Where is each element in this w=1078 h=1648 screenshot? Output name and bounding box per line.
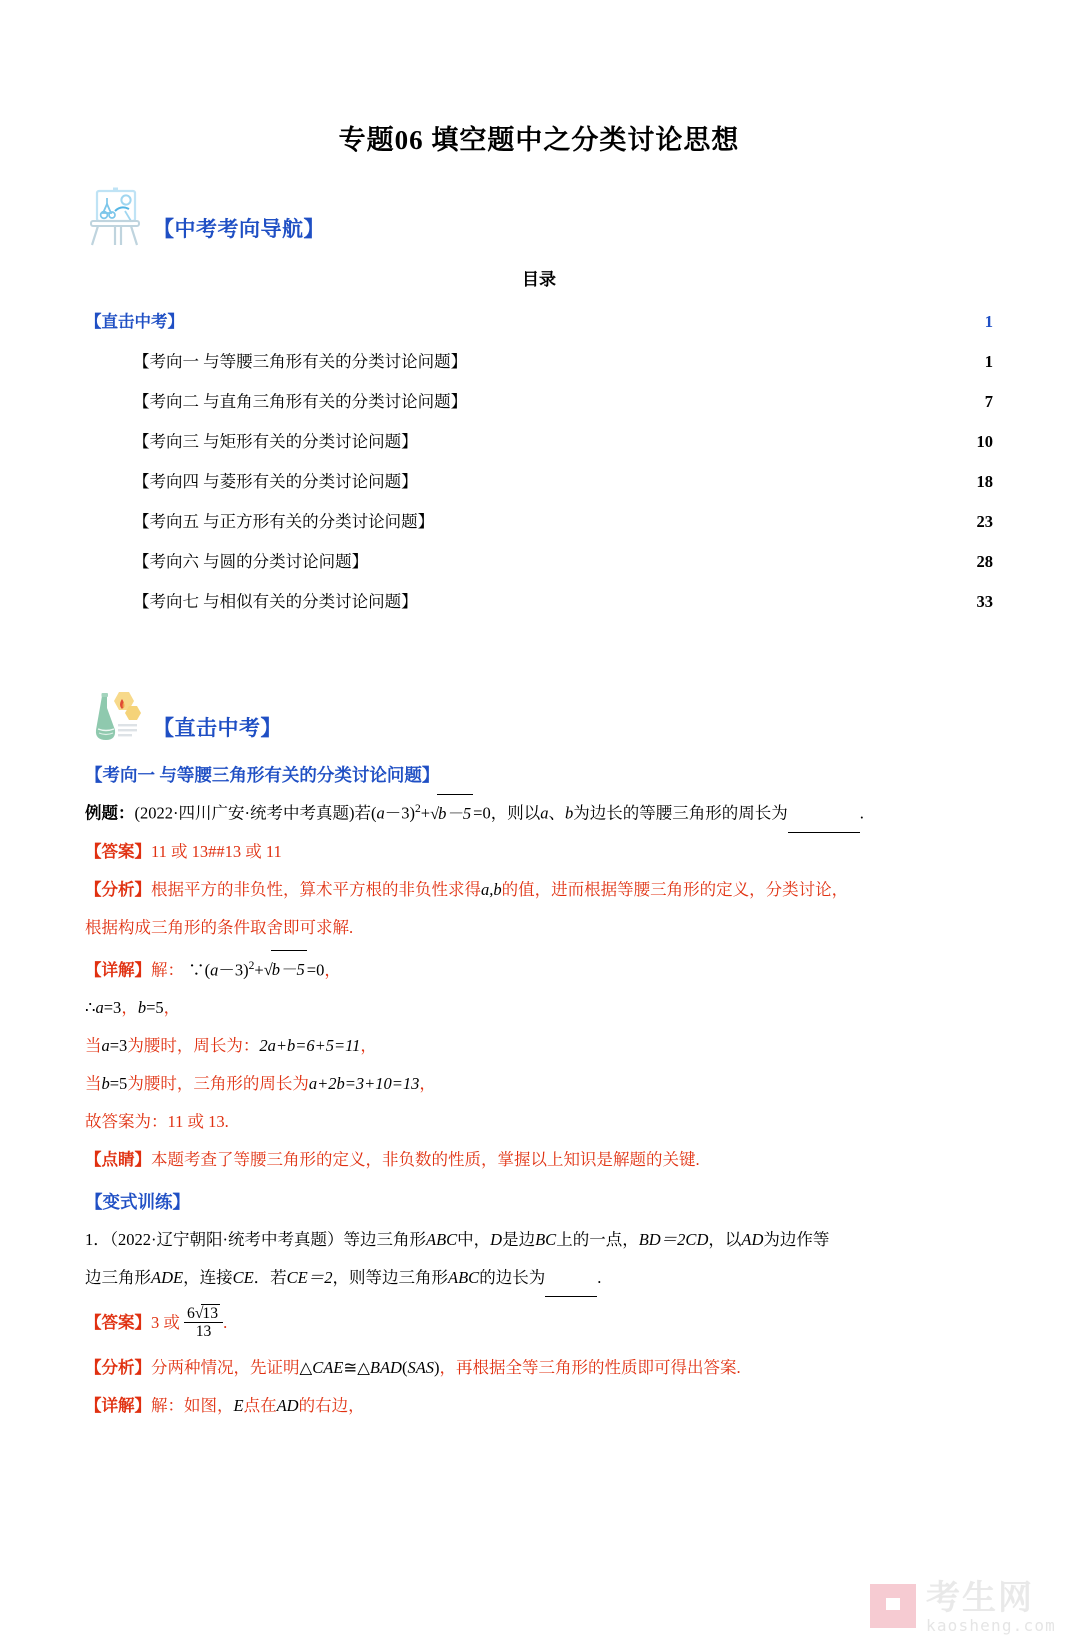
toc-entry-kaoxiang-7[interactable] — [85, 582, 993, 622]
line3-var-a: a — [101, 1036, 110, 1055]
expr-exponent: 2 — [414, 803, 421, 815]
example-stem-text-2: ，则以 — [490, 803, 541, 823]
toc-leader-dots — [188, 311, 981, 328]
fraction-num-coefficient: 6 — [187, 1304, 195, 1322]
line2-b-value: =5 — [146, 998, 164, 1017]
toc-entry-kaoxiang-5[interactable] — [85, 502, 993, 542]
expr-minus: － — [384, 803, 402, 823]
variant-text-2: 中， — [457, 1230, 491, 1249]
variant-point-d: D — [490, 1230, 503, 1249]
toc-leader-dots — [471, 351, 981, 368]
variant-answer-line — [85, 1297, 993, 1349]
example-answer-line — [85, 833, 993, 871]
toc-entry-page: 18 — [976, 472, 993, 491]
expr-equals-zero: =0 — [473, 803, 491, 823]
toc-entry-page: 7 — [984, 392, 993, 411]
radical-body: b－5 — [437, 794, 473, 833]
sas-paren-open: ( — [401, 1358, 408, 1377]
var-b: b — [564, 803, 574, 823]
line2-comma: ， — [121, 998, 138, 1017]
fraction-num-radicand: 13 — [202, 1304, 219, 1322]
var-separator: 、 — [548, 803, 565, 823]
variant-tri-abc: ABC — [426, 1230, 458, 1249]
line4-middle: 为腰时，三角形的周长为 — [127, 1074, 309, 1093]
expr-paren-close: ) — [409, 803, 415, 823]
example-stem-end: . — [859, 803, 864, 823]
expr-var-a-2: a — [210, 960, 219, 979]
variant-text-8: ，连接 — [183, 1268, 233, 1287]
variant-tri-ade: ADE — [151, 1268, 184, 1287]
triangle-bad: △BAD — [357, 1358, 402, 1377]
variant-text-3: 是边 — [502, 1230, 536, 1249]
variant-text-11: 的边长为 — [479, 1268, 546, 1287]
detail-lead: 解： — [151, 960, 184, 979]
congruent-symbol: ≅ — [343, 1358, 358, 1377]
radical-body-2: b－5 — [271, 950, 307, 989]
variant-eq-ce2: CE＝2 — [286, 1268, 333, 1287]
document-page — [0, 118, 1078, 1648]
variant-text-10: ，则等边三角形 — [332, 1268, 449, 1287]
kaosheng-logo-icon — [870, 1584, 916, 1628]
toc-entry-kaoxiang-6[interactable] — [85, 542, 993, 582]
nav-section-label: 【中考考向导航】 — [153, 217, 325, 241]
final-answer-text: 故答案为：11 或 13. — [85, 1112, 229, 1131]
variant-answer-end: . — [223, 1313, 228, 1332]
example-stem-text-1: 若 — [354, 803, 371, 823]
bianshi-heading: 【变式训练】 — [85, 1192, 190, 1212]
line3-expression: 2a+b=6+5=11 — [259, 1036, 361, 1055]
example-label: 例题： — [85, 803, 135, 823]
detail-comma: ， — [324, 960, 341, 979]
analysis-text-2: 的值，进而根据等腰三角形的定义，分类讨论， — [501, 879, 849, 899]
variant-seg-ad: AD — [741, 1230, 764, 1249]
because-symbol: ∵ — [188, 960, 205, 979]
dianjing-label: 【点睛】 — [85, 1150, 151, 1169]
radical-sign: √ — [430, 803, 440, 823]
variant-source: （2022·辽宁朝阳·统考中考真题） — [109, 1230, 344, 1249]
example-detail-line-3 — [85, 1027, 993, 1065]
toc-entry-kaoxiang-2[interactable] — [85, 382, 993, 422]
toc-entry-page: 1 — [984, 352, 993, 371]
page-title: 专题06 填空题中之分类讨论思想 — [338, 125, 740, 155]
example-detail-line-4 — [85, 1065, 993, 1103]
line3-middle: 为腰时，周长为： — [127, 1036, 260, 1055]
line3-end: ， — [360, 1036, 377, 1055]
variant-text-5: ，以 — [708, 1230, 742, 1249]
exam-section-label: 【直击中考】 — [153, 716, 282, 740]
expr-equals-zero-2: =0 — [306, 960, 325, 979]
radical-expression-2 — [264, 950, 307, 989]
point-e: E — [233, 1396, 244, 1415]
variant-answer-prefix: 3 或 — [151, 1313, 184, 1332]
toc-entry-label: 【考向二 与直角三角形有关的分类讨论问题】 — [133, 392, 468, 411]
line3-prefix: 当 — [85, 1036, 102, 1055]
analysis-vars: a,b — [481, 879, 502, 899]
line3-a-value: =3 — [109, 1036, 128, 1055]
fraction-denominator: 13 — [195, 1323, 212, 1341]
variant-question-line-1 — [85, 1221, 993, 1259]
seg-ad: AD — [276, 1396, 299, 1415]
toc-leader-dots — [372, 551, 972, 568]
variant-text-1: 等边三角形 — [343, 1230, 426, 1249]
variant-answer-blank[interactable] — [545, 1281, 597, 1298]
toc-list — [85, 302, 993, 622]
example-stem — [85, 790, 993, 833]
line4-b-value: =5 — [109, 1074, 128, 1093]
example-analysis-line-2 — [85, 909, 993, 947]
answer-value: 11 或 13##13 或 11 — [151, 841, 282, 861]
expr-plus-2: + — [254, 960, 264, 979]
exam-section-header — [85, 684, 993, 746]
analysis-text-1: 根据平方的非负性，算术平方根的非负性求得 — [151, 879, 481, 899]
variant-seg-bc: BC — [535, 1230, 557, 1249]
toc-entry-label: 【考向六 与圆的分类讨论问题】 — [133, 552, 369, 571]
expr-plus: + — [420, 803, 431, 823]
toc-leader-dots — [422, 431, 973, 448]
line4-var-b: b — [101, 1074, 110, 1093]
toc-entry-kaoxiang-1[interactable] — [85, 342, 993, 382]
easel-lab-icon — [85, 187, 147, 247]
toc-entry-kaoxiang-3[interactable] — [85, 422, 993, 462]
toc-leader-dots — [471, 391, 981, 408]
sas-paren-close: ) — [434, 1358, 440, 1377]
expr-paren-close-2: ) — [243, 960, 249, 979]
line2-var-a: a — [95, 998, 104, 1017]
watermark-en-text: kaosheng.com — [926, 1616, 1056, 1635]
fraction-num-radical — [195, 1304, 220, 1323]
nav-section-header — [85, 185, 993, 247]
toc-leader-dots — [438, 511, 972, 528]
toc-leader-dots — [422, 591, 973, 608]
variant-analysis-text-1: 分两种情况，先证明 — [151, 1358, 300, 1377]
therefore-symbol: ∴ — [85, 998, 96, 1017]
fraction-numerator — [184, 1304, 223, 1324]
answer-fraction — [184, 1304, 223, 1341]
watermark-cn-text: 考生网 — [926, 1580, 1034, 1617]
toc-entry-page: 33 — [976, 592, 993, 611]
toc-entry-label: 【考向四 与菱形有关的分类讨论问题】 — [133, 472, 418, 491]
toc-entry-label: 【考向五 与正方形有关的分类讨论问题】 — [133, 512, 435, 531]
toc-entry-page: 1 — [984, 312, 993, 331]
line4-prefix: 当 — [85, 1074, 102, 1093]
example-detail-line-2 — [85, 989, 993, 1027]
toc-entry-kaoxiang-4[interactable] — [85, 462, 993, 502]
variant-text-6: 为边作等 — [763, 1230, 830, 1249]
triangle-cae: △CAE — [299, 1358, 344, 1377]
variant-tri-abc-2: ABC — [448, 1268, 480, 1287]
detail-label: 【详解】 — [85, 960, 151, 979]
toc-entry-page: 10 — [976, 432, 993, 451]
example-detail-line-1 — [85, 947, 993, 990]
expr-paren-open: ( — [370, 803, 377, 823]
expr-var-a: a — [376, 803, 385, 823]
variant-seg-ce: CE — [232, 1268, 254, 1287]
variant-text-end: . — [597, 1268, 602, 1287]
variant-answer-label: 【答案】 — [85, 1313, 151, 1332]
toc-entry-page: 28 — [976, 552, 993, 571]
var-a: a — [540, 803, 549, 823]
toc-leader-dots — [422, 471, 973, 488]
toc-heading: 目录 — [522, 270, 556, 289]
toc-entry-page: 23 — [976, 512, 993, 531]
example-stem-text-3: 为边长的等腰三角形的周长为 — [573, 803, 788, 823]
sas-label: SAS — [407, 1358, 435, 1377]
variant-detail-text-3: 的右边， — [298, 1396, 365, 1415]
flask-hexagon-icon — [85, 686, 147, 746]
variant-text-7: 边三角形 — [85, 1268, 151, 1287]
dianjing-text: 本题考查了等腰三角形的定义，非负数的性质，掌握以上知识是解题的关键. — [151, 1150, 700, 1169]
variant-analysis-line — [85, 1349, 993, 1387]
variant-analysis-label: 【分析】 — [85, 1358, 151, 1377]
variant-text-9: ．若 — [253, 1268, 287, 1287]
radical-sign: √ — [194, 1304, 204, 1322]
toc-entry-zhiji-zhongkao[interactable] — [85, 302, 993, 342]
toc-entry-label: 【直击中考】 — [85, 312, 184, 331]
line4-expression: a+2b=3+10=13 — [308, 1074, 420, 1093]
example-detail-line-5 — [85, 1103, 993, 1141]
expr-exponent-2: 2 — [248, 959, 255, 972]
radical-sign: √ — [263, 960, 273, 979]
line4-end: ， — [419, 1074, 436, 1093]
variant-detail-label: 【详解】 — [85, 1396, 151, 1415]
variant-eq-bd: BD＝2CD — [638, 1230, 709, 1249]
line2-var-b: b — [137, 998, 147, 1017]
variant-detail-line — [85, 1387, 993, 1425]
variant-analysis-text-2: ，再根据全等三角形的性质即可得出答案. — [439, 1358, 741, 1377]
expr-const-3: 3 — [401, 803, 410, 823]
radical-expression — [430, 794, 473, 833]
analysis-text-3: 根据构成三角形的条件取舍即可求解. — [85, 917, 354, 937]
variant-question-line-2 — [85, 1259, 993, 1297]
analysis-label: 【分析】 — [85, 879, 151, 899]
example-source: (2022·四川广安·统考中考真题) — [134, 803, 355, 823]
toc-entry-label: 【考向七 与相似有关的分类讨论问题】 — [133, 592, 418, 611]
example-analysis-line-1 — [85, 871, 993, 909]
expr-const-3-2: 3 — [234, 960, 244, 979]
kaoxiang-heading: 【考向一 与等腰三角形有关的分类讨论问题】 — [85, 765, 440, 785]
answer-blank[interactable] — [788, 816, 860, 833]
toc-entry-label: 【考向三 与矩形有关的分类讨论问题】 — [133, 432, 418, 451]
variant-detail-text-2: 点在 — [243, 1396, 277, 1415]
variant-number: 1． — [85, 1230, 110, 1249]
expr-minus-2: － — [218, 960, 235, 979]
watermark — [870, 1580, 1060, 1638]
line2-a-value: =3 — [103, 998, 122, 1017]
variant-text-4: 上的一点， — [556, 1230, 639, 1249]
example-dianjing-line — [85, 1141, 993, 1179]
toc-entry-label: 【考向一 与等腰三角形有关的分类讨论问题】 — [133, 352, 468, 371]
expr-paren-open-2: ( — [204, 960, 211, 979]
answer-label: 【答案】 — [85, 841, 151, 861]
line2-end: ， — [163, 998, 181, 1017]
variant-detail-text-1: 解：如图， — [151, 1396, 234, 1415]
